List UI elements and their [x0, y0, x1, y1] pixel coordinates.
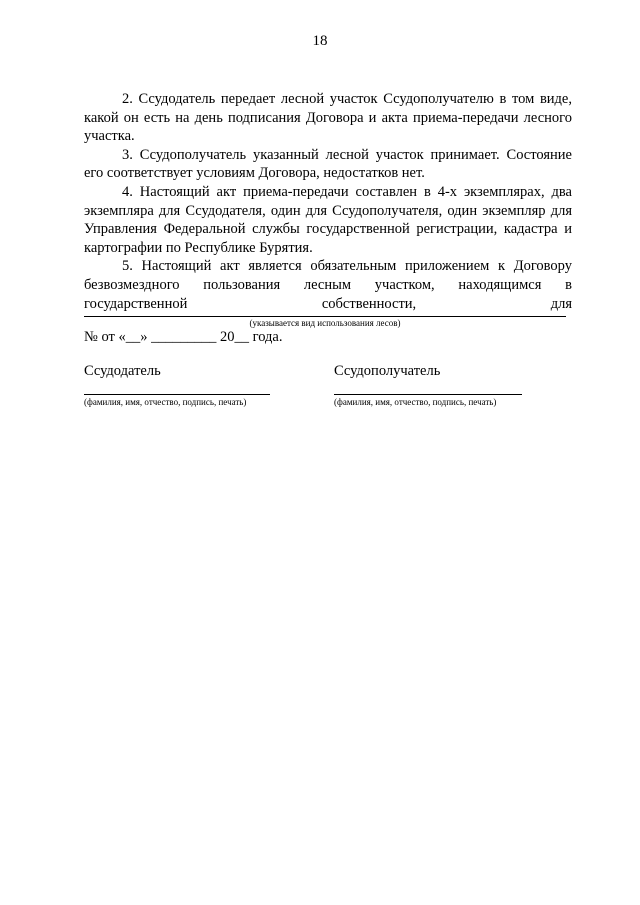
page-number: 18	[312, 33, 328, 49]
borrower-label: Ссудополучатель	[334, 363, 441, 379]
contract-number-date-line: № от «__» _________ 20__ года.	[84, 329, 283, 345]
paragraph-4: 4. Настоящий акт приема-передачи составлен в 4-х экземплярах, два экземпляра для Ссудодателя, один для Ссудополучателя, один экземпляр для Управления Федеральной службы государственной регистрации, кадастра и картографии по Республике Бурятия.	[84, 183, 572, 256]
lender-signature-line	[84, 394, 270, 395]
lender-label: Ссудодатель	[84, 363, 161, 379]
lender-signature-caption: (фамилия, имя, отчество, подпись, печать)	[84, 397, 247, 407]
borrower-signature-caption: (фамилия, имя, отчество, подпись, печать)	[334, 397, 497, 407]
paragraph-3: 3. Ссудополучатель указанный лесной участок принимает. Состояние его соответствует условиям Договора, недостатков нет.	[84, 146, 572, 182]
forest-use-caption: (указывается вид использования лесов)	[249, 318, 401, 328]
forest-use-blank-line	[84, 316, 566, 317]
borrower-signature-line	[334, 394, 522, 395]
paragraph-5: 5. Настоящий акт является обязательным приложением к Договору безвозмездного пользования лесным участком, находящимся в государственной собственности, для	[84, 258, 572, 312]
paragraph-2: 2. Ссудодатель передает лесной участок Ссудополучателю в том виде, какой он есть на день подписания Договора и акта приема-передачи лесного участка.	[84, 91, 572, 145]
act-body	[84, 90, 572, 313]
